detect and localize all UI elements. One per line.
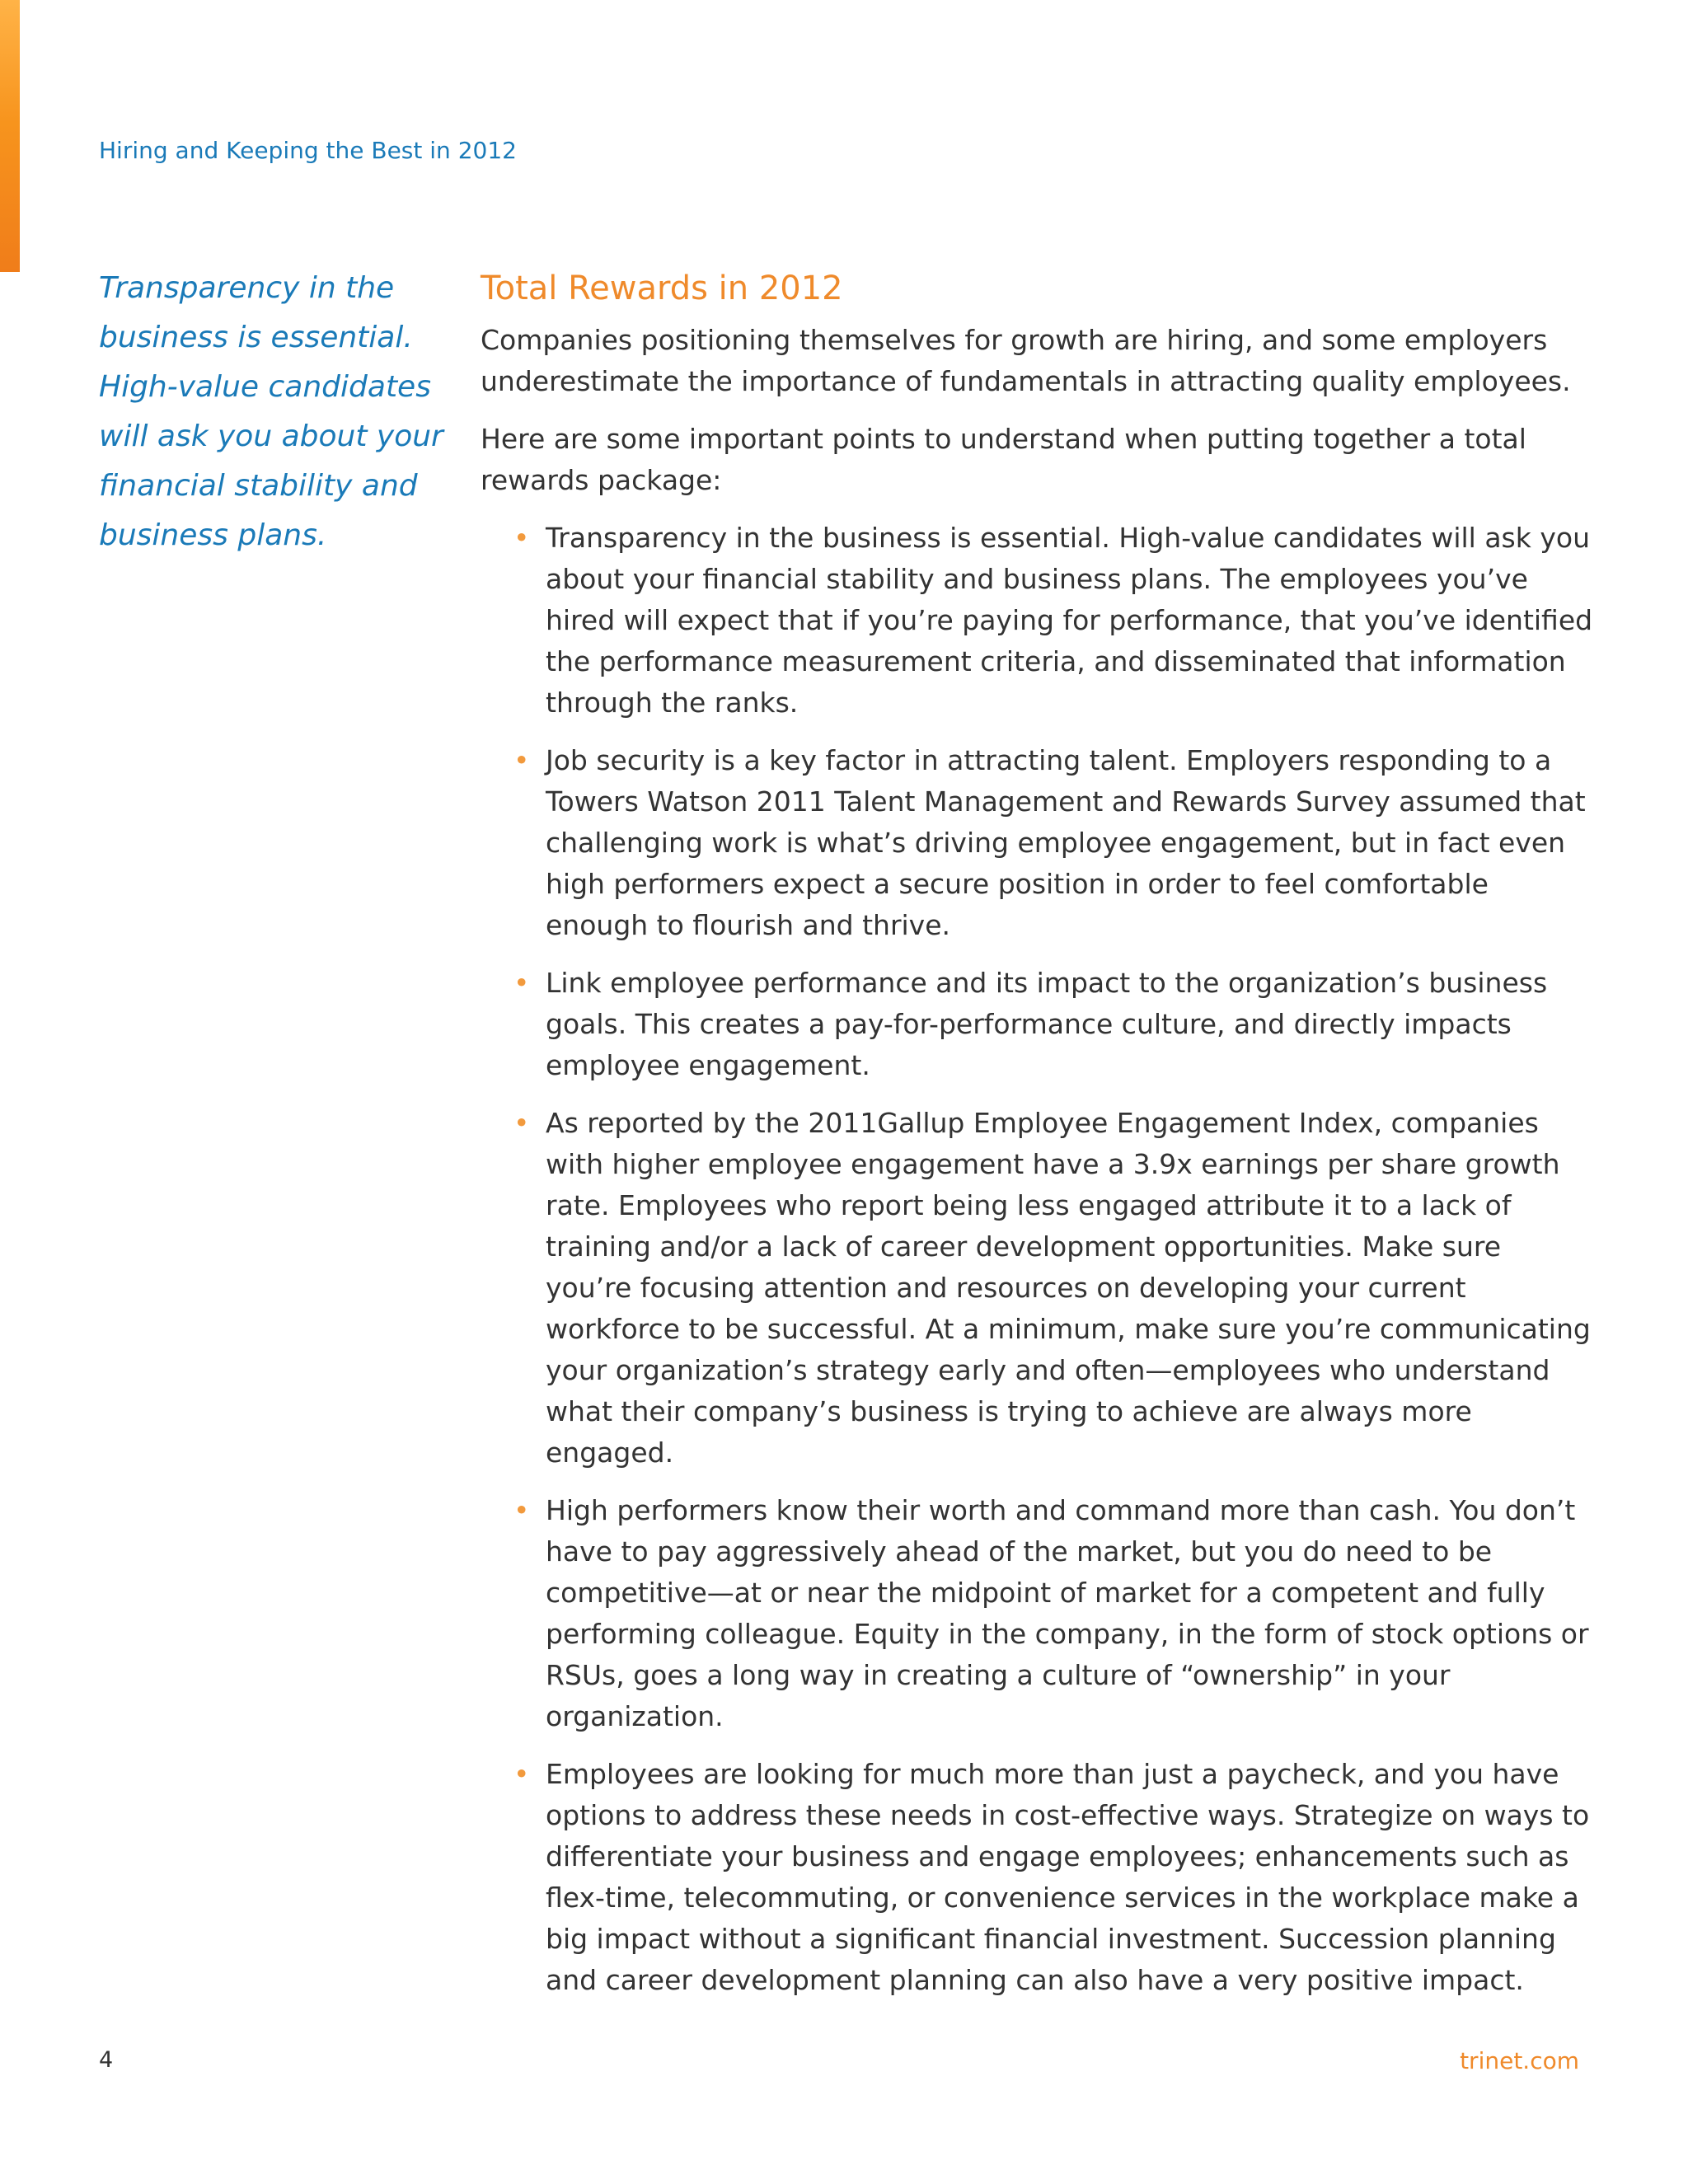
bullet-text: Transparency in the business is essential. High-value candidates will ask you about your financial stability and business plans. The employees you’ve hired will expect that if you’re paying for performance, that you’ve identified the performance measurement criteria, and disseminated that information through the ranks. (546, 522, 1593, 719)
bullet-dot-icon: • (513, 967, 530, 999)
bullet-dot-icon: • (513, 1494, 530, 1526)
bullet-text: Link employee performance and its impact to the organization’s business goals. This creates a pay-for-performance culture, and directly impacts employee engagement. (546, 967, 1548, 1081)
pull-quote: Transparency in the business is essential. High-value candidates will ask you about your financial stability and business plans. (99, 271, 443, 552)
corner-accent-bar (0, 0, 20, 272)
footer-url[interactable]: trinet.com (1460, 2047, 1579, 2074)
running-header: Hiring and Keeping the Best in 2012 (99, 137, 517, 164)
bullet-text: Job security is a key factor in attracting talent. Employers responding to a Towers Watson 2011 Talent Management and Rewards Survey assumed that challenging work is what’s driving employee engagement, but in fact even high performers expect a secure position in order to feel comfortable enough to flourish and thrive. (546, 744, 1586, 941)
bullet-dot-icon: • (513, 522, 530, 554)
main-content (481, 264, 1593, 2018)
bullet-text: Employees are looking for much more than just a paycheck, and you have options to address these needs in cost-effective ways. Strategize on ways to differentiate your business and engage employees; enhancements such as flex-time, telecommuting, or convenience services in the workplace make a big impact without a significant financial investment. Succession planning and career development planning can also have a very positive impact. (546, 1758, 1590, 1996)
bullet-dot-icon: • (513, 1758, 530, 1790)
bullet-text: As reported by the 2011Gallup Employee Engagement Index, companies with higher employee engagement have a 3.9x earnings per share growth rate. Employees who report being less engaged attribute it to a lack of training and/or a lack of career development opportunities. Make sure you’re focusing attention and resources on developing your current workforce to be successful. At a minimum, make sure you’re communicating your organization’s strategy early and often—employees who understand what their company’s business is trying to achieve are always more engaged. (546, 1107, 1591, 1469)
bullet-dot-icon: • (513, 1107, 530, 1139)
bullet-dot-icon: • (513, 744, 530, 776)
list-item (481, 1103, 1593, 1474)
list-item (481, 1490, 1593, 1737)
list-item (481, 740, 1593, 946)
section-title: Total Rewards in 2012 (481, 269, 843, 307)
lead-in-paragraph: Here are some important points to understand when putting together a total rewards package: (481, 423, 1526, 496)
intro-paragraph: Companies positioning themselves for growth are hiring, and some employers underestimate the importance of fundamentals in attracting quality employees. (481, 324, 1571, 397)
list-item (481, 1754, 1593, 2001)
list-item (481, 963, 1593, 1086)
page-number: 4 (99, 2047, 114, 2073)
bullet-list (481, 518, 1593, 2001)
list-item (481, 518, 1593, 724)
bullet-text: High performers know their worth and command more than cash. You don’t have to pay aggressively ahead of the market, but you do need to be competitive—at or near the midpoint of market for a competent and fully performing colleague. Equity in the company, in the form of stock options or RSUs, goes a long way in creating a culture of “ownership” in your organization. (546, 1494, 1589, 1732)
